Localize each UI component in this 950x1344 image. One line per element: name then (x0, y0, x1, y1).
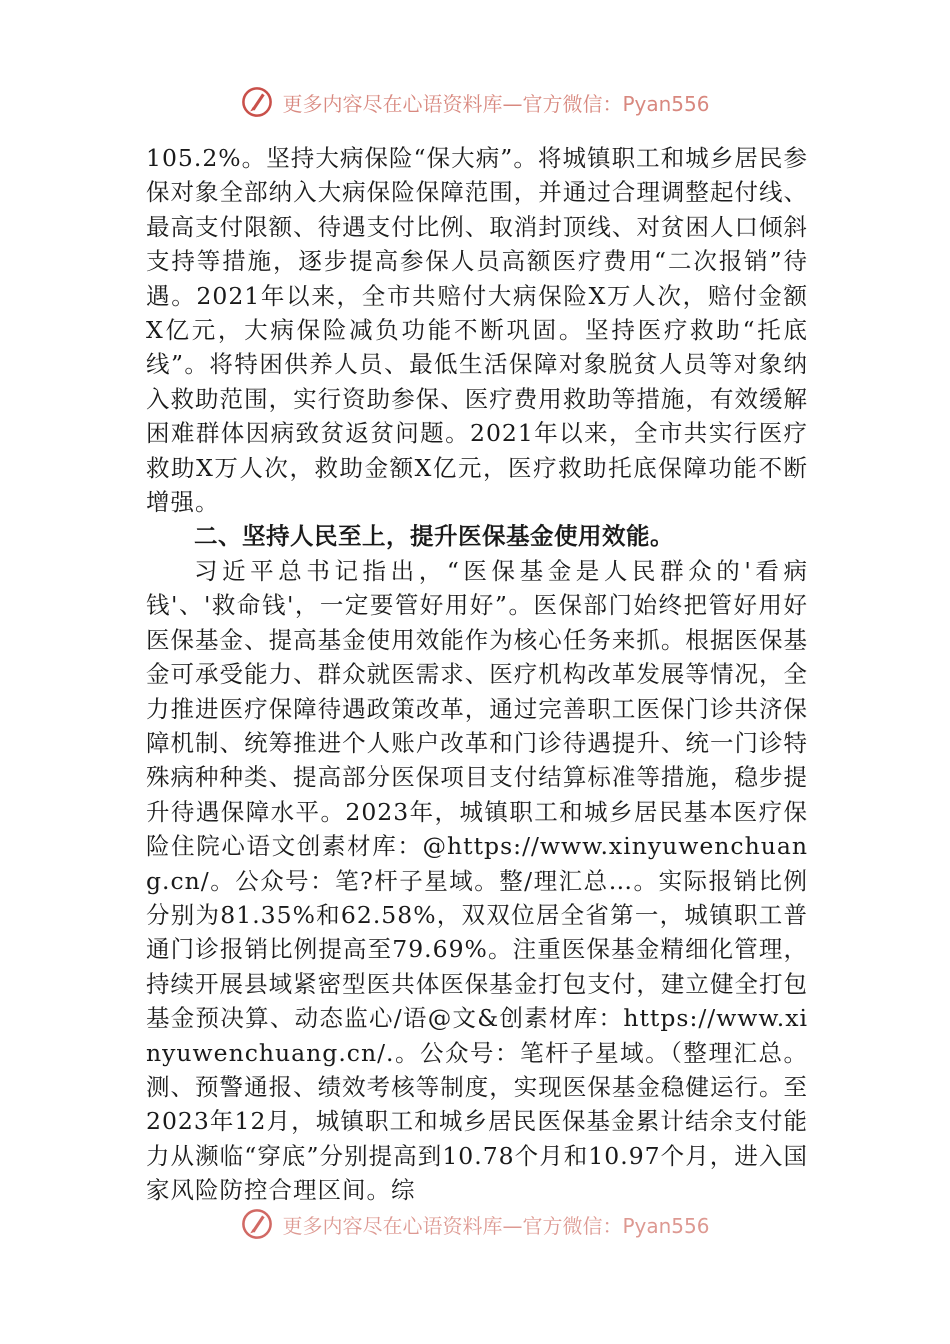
paragraph-medical-insurance-coverage: 105.2%。坚持大病保险“保大病”。将城镇职工和城乡居民参保对象全部纳入大病保险保障范围，并通过合理调整起付线、最高支付限额、待遇支付比例、取消封顶线、对贫困人口倾斜支持等措施，逐步提高参保人员高额医疗费用“二次报销”待遇。2021年以来，全市共赔付大病保险X万人次，赔付金额X亿元，大病保险减负功能不断巩固。坚持医疗救助“托底线”。将特困供养人员、最低生活保障对象脱贫人员等对象纳入救助范围，实行资助参保、医疗费用救助等措施，有效缓解困难群体因病致贫返贫问题。2021年以来，全市共实行医疗救助X万人次，救助金额X亿元，医疗救助托底保障功能不断增强。 (146, 144, 808, 517)
paragraph-fund-efficiency: 习近平总书记指出，“医保基金是人民群众的'看病钱'、'救命钱'，一定要管好用好”。医保部门始终把管好用好医保基金、提高基金使用效能作为核心任务来抓。根据医保基金可承受能力、群众就医需求、医疗机构改革发展等情况，全力推进医疗保障待遇政策改革，通过完善职工医保门诊共济保障机制、统筹推进个人账户改革和门诊待遇提升、统一门诊特殊病种种类、提高部分医保项目支付结算标准等措施，稳步提升待遇保障水平。2023年，城镇职工和城乡居民基本医疗保险住院心语文创素材库：@https://www.xinyuwenchuang.cn/。公众号：笔?杆子星域。整/理汇总…。实际报销比例分别为81.35%和62.58%，双双位居全省第一，城镇职工普通门诊报销比例提高至79.69%。注重医保基金精细化管理，持续开展县域紧密型医共体医保基金打包支付，建立健全打包基金预决算、动态监心/语@文&创素材库：https://www.xinyuwenchuang.cn/.。公众号：笔杆子星域。（整理汇总。测、预警通报、绩效考核等制度，实现医保基金稳健运行。至2023年12月，城镇职工和城乡居民医保基金累计结余支付能力从濒临“穿底”分别提高到10.78个月和10.97个月，进入国家风险防控合理区间。综 (146, 556, 808, 1205)
header-watermark (0, 84, 950, 120)
pen-logo-icon (240, 1207, 274, 1241)
section-heading: 二、坚持人民至上，提升医保基金使用效能。 (194, 522, 674, 551)
watermark-text: 更多内容尽在心语资料库—官方微信：Pyan556 (282, 91, 710, 116)
document-body (146, 141, 808, 1225)
footer-watermark (0, 1206, 950, 1242)
watermark-text: 更多内容尽在心语资料库—官方微信：Pyan556 (282, 1213, 710, 1238)
pen-logo-icon (240, 85, 274, 119)
